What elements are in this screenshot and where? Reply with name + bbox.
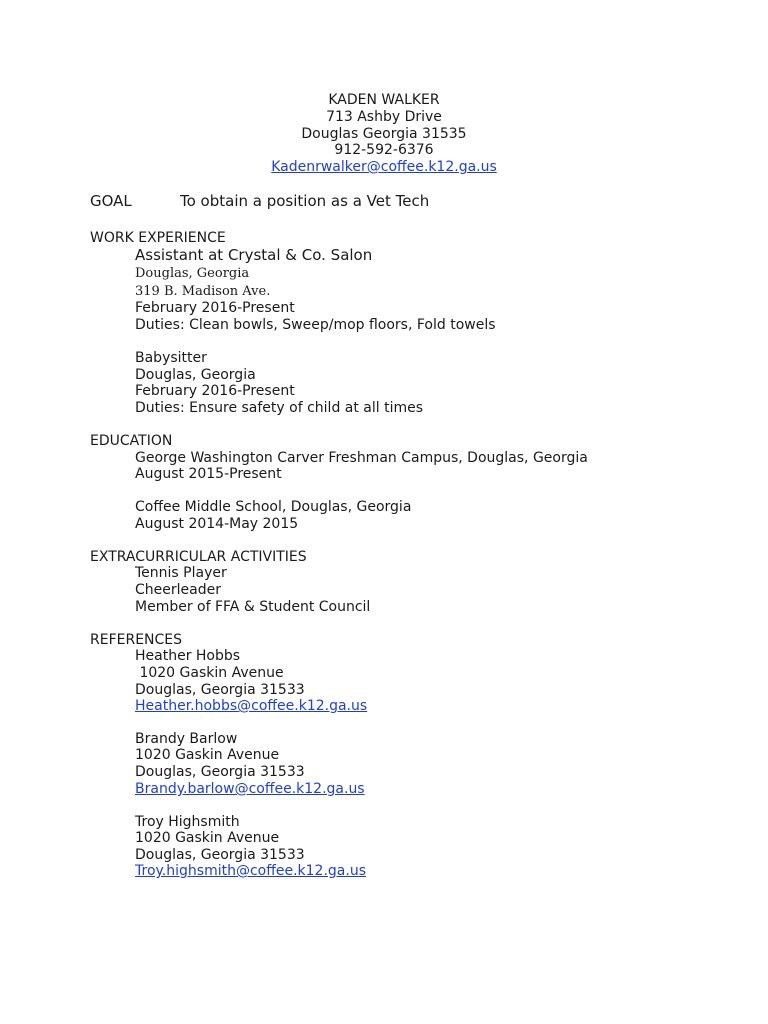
job-1-dates: February 2016-Present xyxy=(135,300,295,316)
resume-name: KADEN WALKER xyxy=(328,92,440,108)
reference-1-email-line xyxy=(135,698,367,714)
job-2-dates: February 2016-Present xyxy=(135,383,295,399)
goal-label: GOAL xyxy=(90,192,132,210)
reference-1-name: Heather Hobbs xyxy=(135,648,241,664)
reference-3-email-link[interactable]: Troy.highsmith@coffee.k12.ga.us xyxy=(135,863,366,879)
activity-item: Member of FFA & Student Council xyxy=(135,599,371,615)
school-1-dates: August 2015-Present xyxy=(135,466,282,482)
header-street: 713 Ashby Drive xyxy=(326,109,442,125)
goal-text: To obtain a position as a Vet Tech xyxy=(180,192,430,210)
reference-3-email-line xyxy=(135,863,366,879)
job-1-location: Douglas, Georgia xyxy=(135,266,250,281)
references-heading: REFERENCES xyxy=(90,632,183,648)
job-2-duties: Duties: Ensure safety of child at all times xyxy=(135,400,424,416)
school-1-name: George Washington Carver Freshman Campus, Douglas, Georgia xyxy=(135,450,588,466)
reference-1-street: 1020 Gaskin Avenue xyxy=(135,665,284,681)
job-2-location: Douglas, Georgia xyxy=(135,367,256,383)
job-2-title: Babysitter xyxy=(135,350,207,366)
reference-3-street: 1020 Gaskin Avenue xyxy=(135,830,280,846)
reference-1-city: Douglas, Georgia 31533 xyxy=(135,682,305,698)
job-1-address: 319 B. Madison Ave. xyxy=(135,284,271,299)
school-2-dates: August 2014-May 2015 xyxy=(135,516,299,532)
header-email-link[interactable]: Kadenrwalker@coffee.k12.ga.us xyxy=(271,159,497,175)
reference-2-city: Douglas, Georgia 31533 xyxy=(135,764,305,780)
education-heading: EDUCATION xyxy=(90,433,173,449)
activity-item: Tennis Player xyxy=(135,565,227,581)
header-city: Douglas Georgia 31535 xyxy=(301,126,467,142)
reference-2-email-link[interactable]: Brandy.barlow@coffee.k12.ga.us xyxy=(135,781,365,797)
work-heading: WORK EXPERIENCE xyxy=(90,230,226,246)
reference-3-city: Douglas, Georgia 31533 xyxy=(135,847,305,863)
reference-2-name: Brandy Barlow xyxy=(135,731,238,747)
job-1-duties: Duties: Clean bowls, Sweep/mop floors, Fold towels xyxy=(135,317,496,333)
job-1-title: Assistant at Crystal & Co. Salon xyxy=(135,246,373,264)
header-phone: 912-592-6376 xyxy=(334,142,434,158)
activities-heading: EXTRACURRICULAR ACTIVITIES xyxy=(90,549,307,565)
school-2-name: Coffee Middle School, Douglas, Georgia xyxy=(135,499,412,515)
reference-2-street: 1020 Gaskin Avenue xyxy=(135,747,280,763)
header-email-line xyxy=(0,159,768,175)
reference-3-name: Troy Highsmith xyxy=(135,814,240,830)
reference-1-email-link[interactable]: Heather.hobbs@coffee.k12.ga.us xyxy=(135,698,368,714)
activity-item: Cheerleader xyxy=(135,582,221,598)
reference-2-email-line xyxy=(135,781,365,797)
